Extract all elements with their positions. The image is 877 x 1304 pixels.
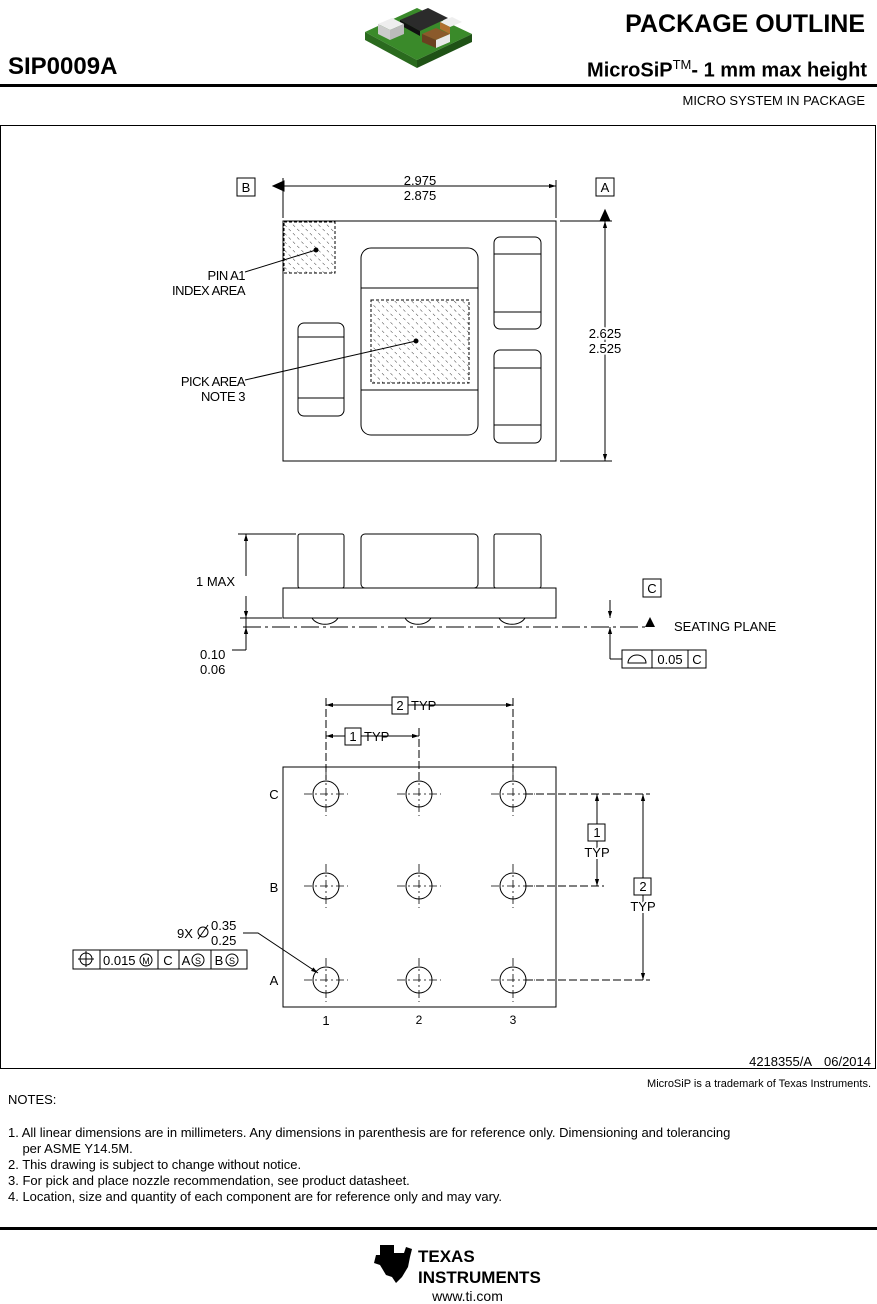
tolerance-datum-c: C	[163, 953, 173, 968]
height-min: 2.525	[588, 341, 622, 356]
index-area-label: INDEX AREA	[171, 283, 245, 298]
pick-area	[371, 300, 469, 383]
flatness-value: 0.05	[657, 652, 683, 667]
package-drawing	[0, 125, 876, 1069]
side-view	[232, 534, 706, 668]
notes-heading: NOTES:	[8, 1092, 57, 1107]
pick-area-label: PICK AREA	[180, 374, 245, 389]
subtitle-rest: - 1 mm max height	[691, 59, 867, 82]
mmc-symbol: M	[142, 956, 150, 966]
note-3-label: NOTE 3	[201, 389, 245, 404]
top-view	[237, 178, 614, 461]
pitch-2-typ: TYP	[411, 698, 437, 713]
logo-line-2: INSTRUMENTS	[418, 1268, 541, 1287]
ball-count: 9X	[177, 926, 193, 941]
note-4: 4. Location, size and quantity of each component are for reference only and may vary.	[8, 1189, 503, 1204]
position-tolerance: 0.015	[103, 953, 136, 968]
datum-a-top: A	[600, 180, 610, 195]
document-id: SIP0009A	[8, 53, 118, 80]
datum-c-side: C	[647, 581, 657, 596]
ti-state-icon	[374, 1245, 412, 1283]
standoff-min: 0.06	[200, 662, 226, 677]
standoff-max: 0.10	[200, 647, 226, 662]
drawing-date: 06/2014	[824, 1054, 871, 1069]
tolerance-datum-a: A	[181, 953, 191, 968]
ball-grid	[304, 772, 535, 1002]
note-1-cont: per ASME Y14.5M.	[8, 1141, 133, 1156]
datum-b-top: B	[241, 180, 251, 195]
notes-section	[8, 1092, 730, 1205]
website-url: www.ti.com	[432, 1288, 503, 1304]
subtitle-main: MicroSiP	[587, 59, 673, 82]
width-min: 2.875	[403, 188, 437, 203]
col-label-3: 3	[509, 1013, 517, 1027]
drawing-number: 4218355/A	[749, 1054, 812, 1069]
note-2: 2. This drawing is subject to change without notice.	[8, 1157, 302, 1172]
col-label-1: 1	[322, 1013, 330, 1028]
trademark-note: MicroSiP is a trademark of Texas Instruments.	[647, 1078, 871, 1090]
row-label-c: C	[269, 787, 279, 802]
row-label-b: B	[269, 880, 279, 895]
note-3: 3. For pick and place nozzle recommendation, see product datasheet.	[8, 1173, 410, 1188]
pitch-1-value: 1	[349, 729, 357, 744]
trademark-symbol: TM	[672, 57, 692, 72]
component-bottom-right	[494, 350, 541, 443]
v-pitch-2-typ: TYP	[630, 899, 656, 914]
note-1: 1. All linear dimensions are in millimeters. Any dimensions in parenthesis are for reference only. Dimensioning and tolerancing	[8, 1125, 731, 1140]
row-label-a: A	[269, 973, 279, 988]
pitch-1-typ: TYP	[364, 729, 390, 744]
ti-logo	[372, 1243, 552, 1287]
package-3d-illustration	[360, 0, 475, 72]
package-body-bottom	[283, 767, 556, 1007]
pitch-2-value: 2	[396, 698, 404, 713]
ball-dia-max: 0.35	[211, 918, 237, 933]
width-max: 2.975	[403, 173, 437, 188]
substrate	[283, 588, 556, 618]
v-pitch-1-typ: TYP	[584, 845, 610, 860]
pin-a1-index-area	[284, 222, 335, 273]
logo-line-1: TEXAS	[418, 1247, 475, 1266]
seating-plane-label: SEATING PLANE	[674, 619, 777, 634]
rfs-symbol-a: S	[194, 956, 202, 966]
header-rule	[0, 84, 877, 87]
height-max: 2.625	[588, 326, 622, 341]
tolerance-datum-b: B	[214, 953, 224, 968]
pin-a1-label: PIN A1	[207, 268, 245, 283]
page-subtitle	[587, 57, 867, 83]
v-pitch-1-value: 1	[593, 825, 601, 840]
page-title: PACKAGE OUTLINE	[625, 10, 865, 38]
package-type: MICRO SYSTEM IN PACKAGE	[682, 93, 865, 108]
ball-dia-min: 0.25	[211, 933, 237, 948]
bottom-view	[73, 697, 651, 1007]
component-top-right	[494, 237, 541, 329]
flatness-datum: C	[692, 652, 702, 667]
v-pitch-2-value: 2	[639, 879, 647, 894]
col-label-2: 2	[415, 1013, 423, 1027]
footer-rule	[0, 1227, 877, 1230]
max-height-label: 1 MAX	[195, 574, 235, 589]
rfs-symbol-b: S	[228, 956, 236, 966]
